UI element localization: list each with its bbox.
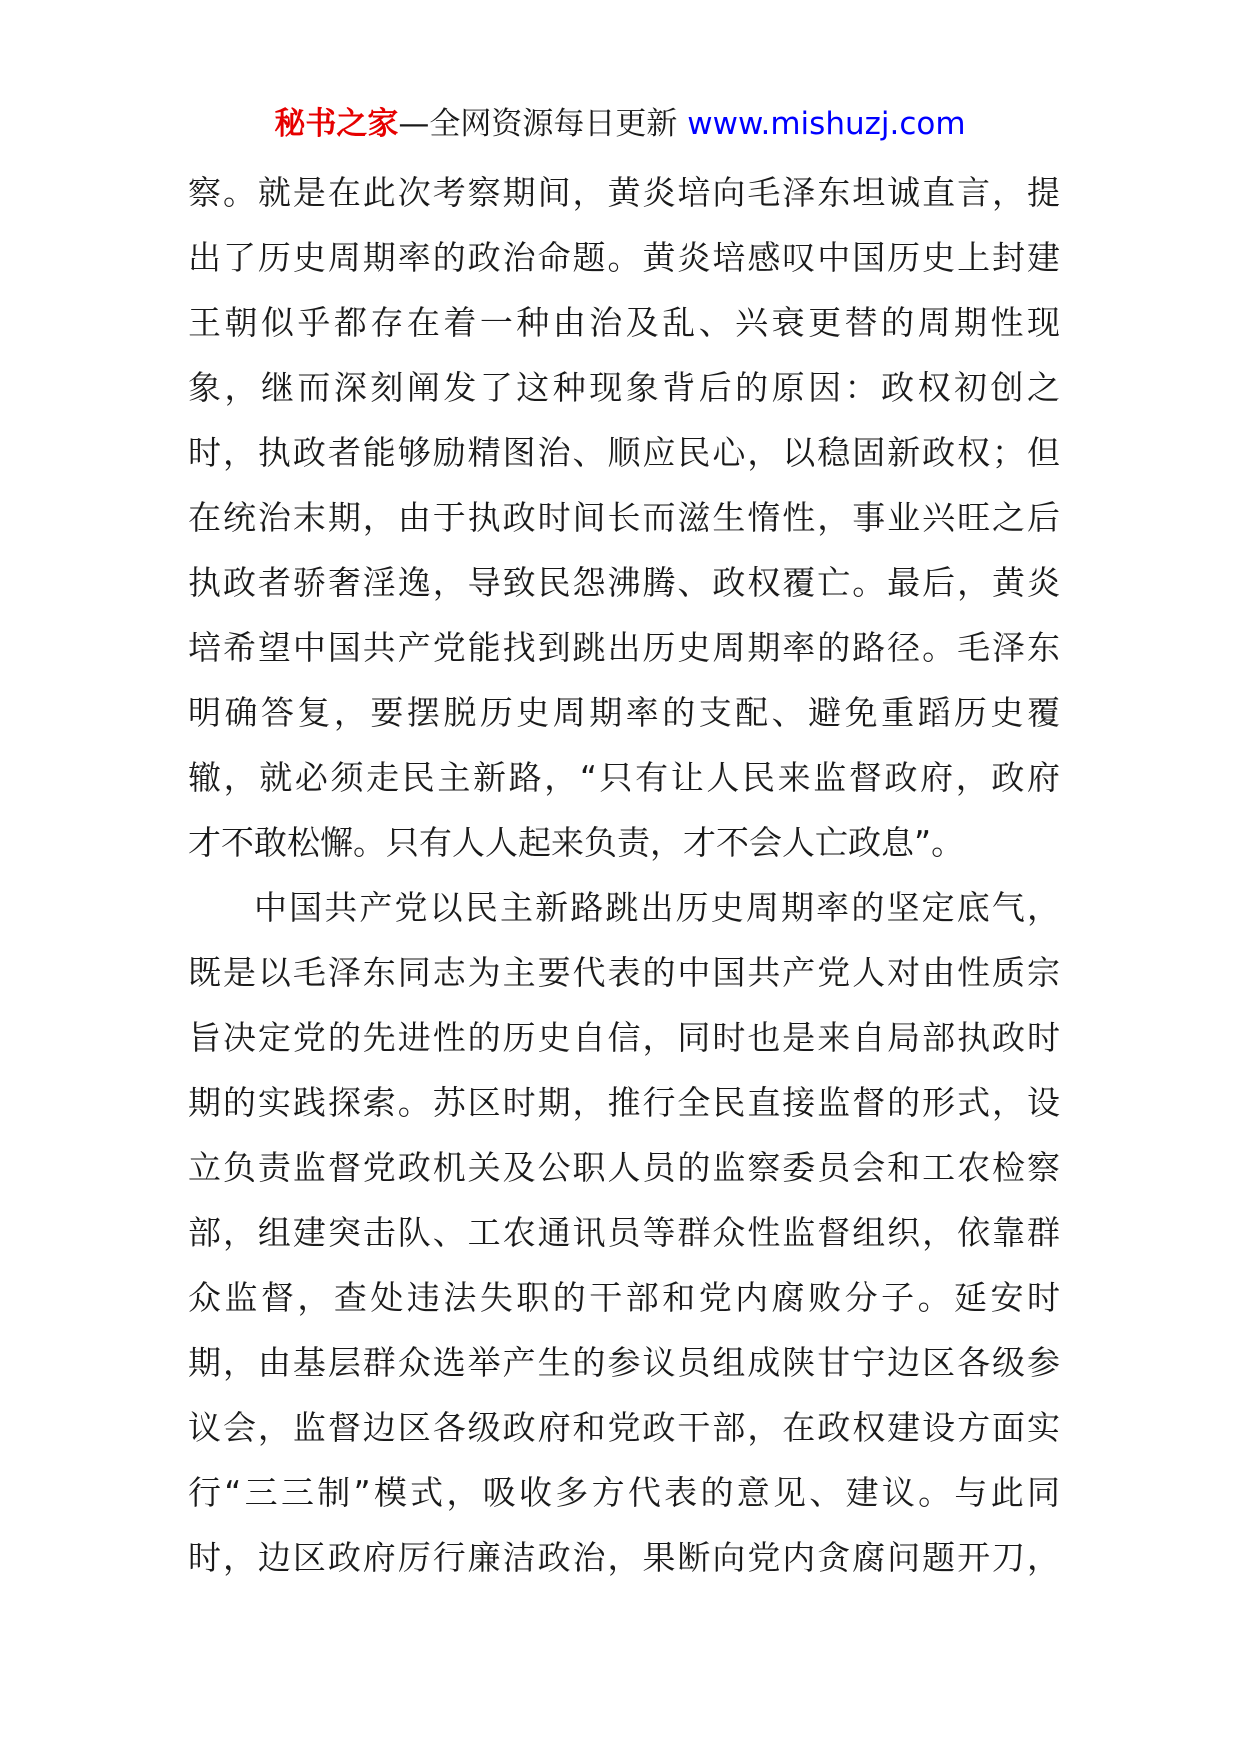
text-line: 时，执政者能够励精图治、顺应民心，以稳固新政权；但: [188, 433, 1060, 472]
text-line: 出了历史周期率的政治命题。黄炎培感叹中国历史上封建: [188, 238, 1060, 277]
page-header: [0, 104, 1240, 144]
text-line: 才不敢松懈。只有人人起来负责，才不会人亡政息”。: [188, 823, 965, 862]
text-line: 执政者骄奢淫逸，导致民怨沸腾、政权覆亡。最后，黄炎: [188, 563, 1060, 602]
text-line: 旨决定党的先进性的历史自信，同时也是来自局部执政时: [188, 1018, 1060, 1057]
text-line: 既是以毛泽东同志为主要代表的中国共产党人对由性质宗: [188, 953, 1060, 992]
text-line: 察。就是在此次考察期间，黄炎培向毛泽东坦诚直言，提: [188, 173, 1060, 212]
header-tagline: —全网资源每日更新: [398, 106, 688, 142]
text-line: 时，边区政府厉行廉洁政治，果断向党内贪腐问题开刀，: [188, 1538, 1060, 1577]
text-line: 象，继而深刻阐发了这种现象背后的原因：政权初创之: [188, 368, 1060, 407]
paragraph-1: [188, 160, 1060, 875]
text-line: 部，组建突击队、工农通讯员等群众性监督组织，依靠群: [188, 1213, 1060, 1252]
text-line: 期的实践探索。苏区时期，推行全民直接监督的形式，设: [188, 1083, 1060, 1122]
text-line: 立负责监督党政机关及公职人员的监察委员会和工农检察: [188, 1148, 1060, 1187]
text-line: 行“三三制”模式，吸收多方代表的意见、建议。与此同: [188, 1473, 1060, 1512]
text-line: 在统治末期，由于执政时间长而滋生惰性，事业兴旺之后: [188, 498, 1060, 537]
text-line: 培希望中国共产党能找到跳出历史周期率的路径。毛泽东: [188, 628, 1060, 667]
header-url-link[interactable]: www.mishuzj.com: [687, 106, 966, 142]
text-line: 辙，就必须走民主新路，“只有让人民来监督政府，政府: [188, 758, 1060, 797]
text-line: 众监督，查处违法失职的干部和党内腐败分子。延安时: [188, 1278, 1060, 1317]
paragraph-2: [188, 875, 1060, 1590]
text-line: 明确答复，要摆脱历史周期率的支配、避免重蹈历史覆: [188, 693, 1060, 732]
text-line: 期，由基层群众选举产生的参议员组成陕甘宁边区各级参: [188, 1343, 1060, 1382]
text-line: 中国共产党以民主新路跳出历史周期率的坚定底气，: [254, 888, 1060, 927]
document-body: [188, 160, 1060, 1590]
text-line: 王朝似乎都存在着一种由治及乱、兴衰更替的周期性现: [188, 303, 1060, 342]
header-brand: 秘书之家: [274, 106, 399, 142]
text-line: 议会，监督边区各级政府和党政干部，在政权建设方面实: [188, 1408, 1060, 1447]
